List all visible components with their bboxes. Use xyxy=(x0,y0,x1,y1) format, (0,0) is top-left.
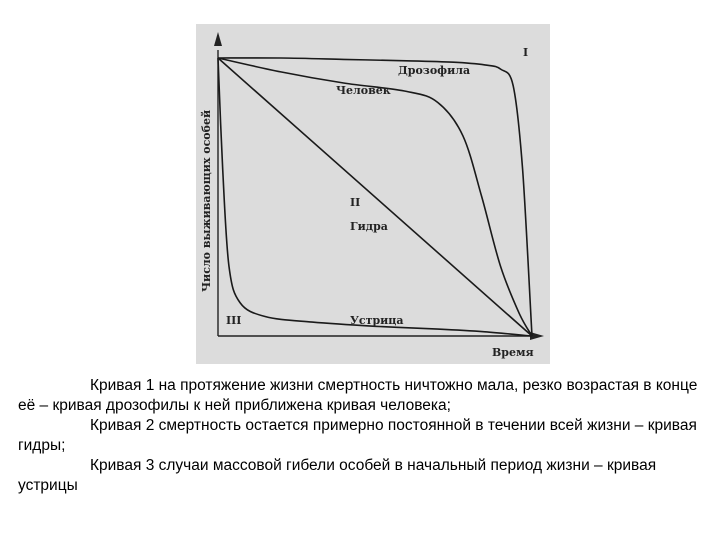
curve-label-hydra: Гидра xyxy=(350,220,388,233)
survivorship-figure xyxy=(196,24,550,364)
curve-label-drosophila: Дрозофила xyxy=(398,64,471,77)
caption-curve-3: Кривая 3 случаи массовой гибели особей в начальный период жизни – кривая устрицы xyxy=(18,457,657,494)
y-axis-arrow xyxy=(214,32,222,46)
curve-label-I: I xyxy=(523,46,529,59)
curve-label-III: III xyxy=(226,314,242,327)
curve-label-human: Человек xyxy=(336,84,391,97)
caption xyxy=(18,376,702,496)
curve-label-oyster: Устрица xyxy=(350,314,404,327)
series-line-3 xyxy=(218,58,532,336)
curve-label-II: II xyxy=(350,196,361,209)
caption-curve-2: Кривая 2 смертность остается примерно постоянной в течении всей жизни – кривая гидры; xyxy=(18,417,697,454)
survivorship-chart xyxy=(196,24,550,364)
y-axis-label: Число выживающих особей xyxy=(200,109,213,292)
caption-curve-1: Кривая 1 на протяжение жизни смертность ничтожно мала, резко возрастая в конце её – кривая дрозофилы к ней приближена кривая человека; xyxy=(18,377,698,414)
x-axis-label: Время xyxy=(492,346,534,359)
chart-axes xyxy=(214,32,544,340)
